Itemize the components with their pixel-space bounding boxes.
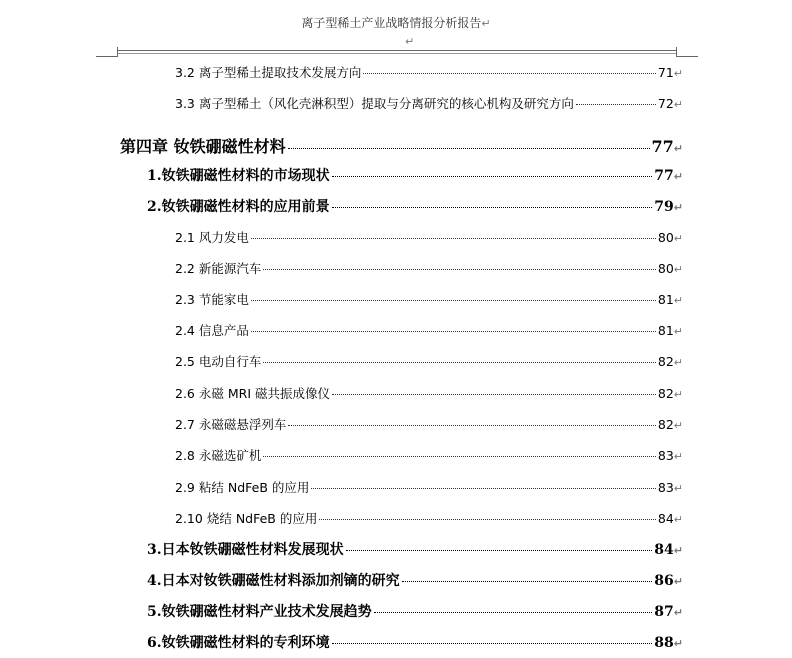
toc-dot-leader xyxy=(576,104,656,105)
toc-entry[interactable] xyxy=(147,196,683,216)
toc-dot-leader xyxy=(402,581,653,582)
paragraph-mark-icon: ↵ xyxy=(673,575,683,588)
toc-entry-title: 离子型稀土提取技术发展方向 xyxy=(198,65,362,80)
toc-dot-leader xyxy=(346,550,653,551)
toc-dot-leader xyxy=(263,362,655,363)
toc-entry[interactable] xyxy=(175,384,683,402)
toc-entry-title: 5.钕铁硼磁性材料产业技术发展趋势 xyxy=(147,604,372,620)
toc-entry-title: 4.日本对钕铁硼磁性材料添加剂镝的研究 xyxy=(147,573,400,589)
toc-entry-title: 粘结 NdFeB 的应用 xyxy=(198,480,310,495)
toc-entry[interactable] xyxy=(175,352,683,370)
toc-entry[interactable] xyxy=(147,165,683,185)
toc-entry-page: 83 xyxy=(657,448,674,463)
paragraph-mark-icon: ↵ xyxy=(673,232,683,245)
toc-entry[interactable] xyxy=(175,321,683,339)
toc-dot-leader xyxy=(332,394,656,395)
paragraph-mark-icon: ↵ xyxy=(673,513,683,526)
paragraph-mark-icon: ↵ xyxy=(673,606,683,619)
toc-entry-number: 2.1 xyxy=(175,230,195,245)
paragraph-mark-icon: ↵ xyxy=(673,201,683,214)
toc-entry-title: 永磁 MRI 磁共振成像仪 xyxy=(198,386,330,401)
header-rule xyxy=(118,50,676,51)
toc-entry-page: 71 xyxy=(657,65,674,80)
toc-entry-title: 离子型稀土（风化壳淋积型）提取与分离研究的核心机构及研究方向 xyxy=(198,96,574,111)
toc-entry[interactable] xyxy=(120,134,683,157)
header-title: 离子型稀土产业战略情报分析报告 xyxy=(301,16,482,30)
toc-dot-leader xyxy=(319,519,656,520)
toc-entry[interactable] xyxy=(147,632,683,652)
crop-mark-right xyxy=(676,56,698,57)
toc-dot-leader xyxy=(251,300,656,301)
toc-dot-leader xyxy=(332,207,653,208)
toc-entry[interactable] xyxy=(175,228,683,246)
toc-entry[interactable] xyxy=(147,570,683,590)
toc-dot-leader xyxy=(251,238,656,239)
toc-entry[interactable] xyxy=(175,509,683,527)
toc-entry[interactable] xyxy=(175,290,683,308)
paragraph-mark-icon: ↵ xyxy=(673,263,683,276)
toc-entry-page: 88 xyxy=(654,635,674,651)
toc-entry-page: 82 xyxy=(657,386,674,401)
toc-entry-page: 81 xyxy=(657,292,674,307)
toc-entry-page: 80 xyxy=(657,230,674,245)
toc-entry-title: 电动自行车 xyxy=(198,354,262,369)
toc-entry-title: 3.日本钕铁硼磁性材料发展现状 xyxy=(147,542,344,558)
toc-entry-title: 6.钕铁硼磁性材料的专利环境 xyxy=(147,635,330,651)
toc-entry-page: 77 xyxy=(654,168,674,184)
toc-entry-title: 2.钕铁硼磁性材料的应用前景 xyxy=(147,199,330,215)
toc-entry[interactable] xyxy=(147,539,683,559)
toc-entry-title: 1.钕铁硼磁性材料的市场现状 xyxy=(147,168,330,184)
toc-dot-leader xyxy=(363,73,655,74)
toc-entry-page: 86 xyxy=(654,573,674,589)
paragraph-mark-icon: ↵ xyxy=(673,170,683,183)
toc-entry-page: 81 xyxy=(657,323,674,338)
toc-entry-number: 3.2 xyxy=(175,65,195,80)
toc-entry-title: 风力发电 xyxy=(198,230,249,245)
toc-entry-number: 2.9 xyxy=(175,480,195,495)
toc-entry[interactable] xyxy=(147,601,683,621)
paragraph-mark-icon: ↵ xyxy=(405,35,415,48)
toc-dot-leader xyxy=(332,643,653,644)
toc-entry-number: 2.8 xyxy=(175,448,195,463)
toc-entry[interactable] xyxy=(175,415,683,433)
toc-dot-leader xyxy=(288,425,655,426)
page-header xyxy=(0,14,792,31)
toc-dot-leader xyxy=(263,456,655,457)
paragraph-mark-icon: ↵ xyxy=(673,637,683,650)
paragraph-mark-icon: ↵ xyxy=(673,419,683,432)
paragraph-mark-icon: ↵ xyxy=(673,142,683,155)
toc-entry-title: 永磁磁悬浮列车 xyxy=(198,417,287,432)
toc-entry-number: 2.4 xyxy=(175,323,195,338)
toc-entry-number: 2.3 xyxy=(175,292,195,307)
toc-entry-page: 84 xyxy=(657,511,674,526)
toc-entry[interactable] xyxy=(175,446,683,464)
paragraph-mark-icon: ↵ xyxy=(673,294,683,307)
toc-dot-leader xyxy=(263,269,655,270)
toc-entry-number: 2.7 xyxy=(175,417,195,432)
toc-entry-title: 信息产品 xyxy=(198,323,249,338)
toc-entry-page: 82 xyxy=(657,417,674,432)
toc-entry-page: 80 xyxy=(657,261,674,276)
paragraph-mark-icon: ↵ xyxy=(673,450,683,463)
toc-dot-leader xyxy=(311,488,655,489)
toc-dot-leader xyxy=(288,148,650,149)
paragraph-mark-icon: ↵ xyxy=(673,67,683,80)
toc-entry-title: 节能家电 xyxy=(198,292,249,307)
paragraph-mark-icon: ↵ xyxy=(673,482,683,495)
paragraph-mark-icon: ↵ xyxy=(481,17,491,30)
toc-entry-page: 83 xyxy=(657,480,674,495)
paragraph-mark-icon: ↵ xyxy=(673,325,683,338)
toc-entry-number: 2.5 xyxy=(175,354,195,369)
toc-entry[interactable] xyxy=(175,259,683,277)
toc-entry-title: 烧结 NdFeB 的应用 xyxy=(206,511,318,526)
toc-entry-page: 79 xyxy=(654,199,674,215)
crop-mark-left xyxy=(96,56,118,57)
toc-entry-page: 82 xyxy=(657,354,674,369)
toc-entry-page: 72 xyxy=(657,96,674,111)
toc-entry-title: 永磁选矿机 xyxy=(198,448,262,463)
toc-entry-number: 2.10 xyxy=(175,511,203,526)
toc-dot-leader xyxy=(332,176,653,177)
paragraph-mark-icon: ↵ xyxy=(673,544,683,557)
paragraph-mark-icon: ↵ xyxy=(673,388,683,401)
toc-dot-leader xyxy=(251,331,656,332)
toc-entry[interactable] xyxy=(175,478,683,496)
toc-dot-leader xyxy=(374,612,653,613)
toc-entry[interactable] xyxy=(175,63,683,81)
toc-entry[interactable] xyxy=(175,94,683,112)
toc-entry-title: 新能源汽车 xyxy=(198,261,262,276)
toc-entry-number: 3.3 xyxy=(175,96,195,111)
toc-entry-number: 2.2 xyxy=(175,261,195,276)
toc-entry-page: 87 xyxy=(654,604,674,620)
toc-entry-number: 2.6 xyxy=(175,386,195,401)
toc-entry-page: 77 xyxy=(651,137,674,156)
toc-entry-page: 84 xyxy=(654,542,674,558)
toc-entry-title: 第四章 钕铁硼磁性材料 xyxy=(120,137,286,156)
paragraph-mark-icon: ↵ xyxy=(673,98,683,111)
paragraph-mark-icon: ↵ xyxy=(673,356,683,369)
header-rule-secondary xyxy=(118,53,676,54)
